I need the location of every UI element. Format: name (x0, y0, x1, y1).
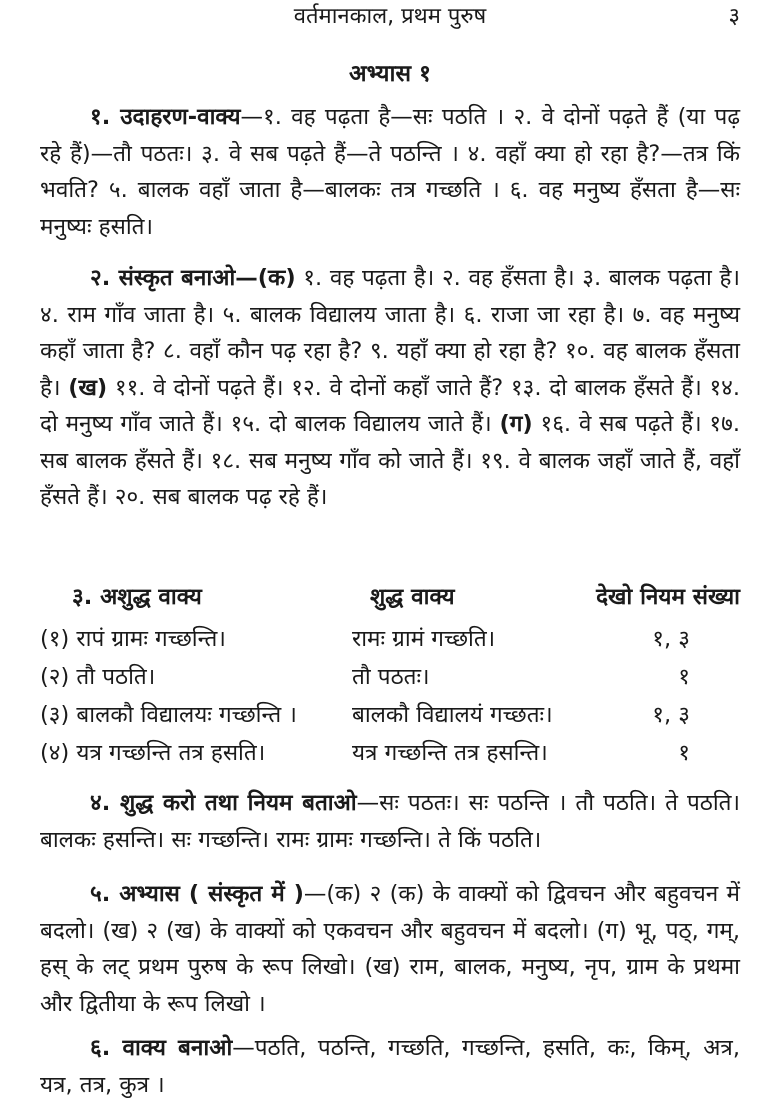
exercise-title: अभ्यास १ (349, 61, 431, 87)
running-title: वर्तमानकाल, प्रथम पुरुष (293, 4, 487, 29)
part-a-text: १. वह पढ़ता है। २. वह हँसता है। ३. बालक पढ़ता है। ४. राम गाँव जाता है। ५. बालक विद्यालय जाता है। ६. राजा जा रहा है। ७. वह मनुष्य कहाँ जाता है? ८. वहाँ कौन पढ़ रहा है? ९. यहाँ क्या हो रहा है? १०. वह बालक हँसता है। (40, 265, 740, 401)
section-practice (40, 876, 740, 1022)
table-row (40, 620, 740, 658)
incorrect-sentence: (३) बालकौ विद्यालयः गच्छन्ति । (40, 702, 297, 728)
section-text: —पठति, पठन्ति, गच्छति, गच्छन्ति, हसति, कः, किम्, अत्र, यत्र, तत्र, कुत्र । (40, 1035, 740, 1098)
correct-sentence: यत्र गच्छन्ति तत्र हसन्ति। (352, 740, 548, 766)
part-b-text: ११. वे दोनों पढ़ते हैं। १२. वे दोनों कहाँ जाते हैं? १३. दो बालक हँसते हैं। १४. दो मनुष्य गाँव जाते हैं। १५. दो बालक विद्यालय जाते हैं। (40, 374, 740, 437)
incorrect-sentence: (१) रापं ग्रामः गच्छन्ति। (40, 626, 226, 652)
section-text: —(क) २ (क) के वाक्यों को द्विवचन और बहुवचन में बदलो। (ख) २ (ख) के वाक्यों को एकवचन और बहुवचन में बदलो। (ग) भू, पठ्, गम्, हस् के लट् प्रथम पुरुष के रूप लिखो। (ख) राम, बालक, मनुष्य, नृप, ग्राम के प्रथमा और द्वितीया के रूप लिखो । (40, 881, 741, 1017)
column-header-rule: देखो नियम संख्या (596, 584, 740, 610)
section-heading: ४. शुद्ध करो तथा नियम बताओ (90, 790, 357, 816)
section-text: —सः पठतः। सः पठन्ति । तौ पठति। ते पठति। बालकः हसन्ति। सः गच्छन्ति। रामः ग्रामः गच्छन्ति। ते किं पठति। (40, 790, 740, 853)
table-header (40, 578, 740, 620)
section-heading: १. उदाहरण-वाक्य (90, 104, 241, 130)
incorrect-sentence: (२) तौ पठति। (40, 664, 156, 690)
column-header-correct: शुद्ध वाक्य (370, 584, 455, 610)
correct-sentence: रामः ग्रामं गच्छति। (352, 626, 496, 652)
column-header-incorrect: ३. अशुद्ध वाक्य (72, 584, 202, 610)
section-make-sentences (40, 1030, 740, 1103)
section-heading: ५. अभ्यास ( संस्कृत में ) (90, 881, 304, 907)
correct-sentence: तौ पठतः। (352, 664, 430, 690)
table-row (40, 696, 740, 734)
correct-sentence: बालकौ विद्यालयं गच्छतः। (352, 702, 553, 728)
table-row (40, 658, 740, 696)
rule-number: १, ३ (652, 626, 690, 652)
rule-number: १ (678, 740, 690, 766)
incorrect-sentence: (४) यत्र गच्छन्ति तत्र हसति। (40, 740, 266, 766)
part-a-label: —(क) (235, 265, 296, 291)
section-translate (40, 260, 740, 516)
part-b-label: (ख) (68, 374, 108, 401)
page-number: ३ (728, 4, 740, 29)
section-text: —१. वह पढ़ता है—सः पठति । २. वे दोनों पढ़ते हैं (या पढ़ रहे हैं)—तौ पठतः। ३. वे सब पढ़ते हैं—ते पठन्ति । ४. वहाँ क्या हो रहा है?—तत्र किं भवति? ५. बालक वहाँ जाता है—बालकः तत्र गच्छति । ६. वह मनुष्य हँसता है—सः मनुष्यः हसति। (40, 104, 740, 240)
part-c-label: (ग) (499, 411, 533, 437)
rule-number: १ (678, 664, 690, 690)
correction-table (40, 578, 740, 772)
part-c-text: १६. वे सब पढ़ते हैं। १७. सब बालक हँसते हैं। १८. सब मनुष्य गाँव को जाते हैं। १९. वे बालक जहाँ जाते हैं, वहाँ हँसते हैं। २०. सब बालक पढ़ रहे हैं। (40, 411, 740, 510)
section-heading: २. संस्कृत बनाओ (90, 265, 236, 291)
rule-number: १, ३ (652, 702, 690, 728)
section-heading: ६. वाक्य बनाओ (90, 1035, 233, 1061)
table-row (40, 734, 740, 772)
section-examples (40, 99, 740, 245)
section-correct-and-state-rule (40, 785, 740, 858)
